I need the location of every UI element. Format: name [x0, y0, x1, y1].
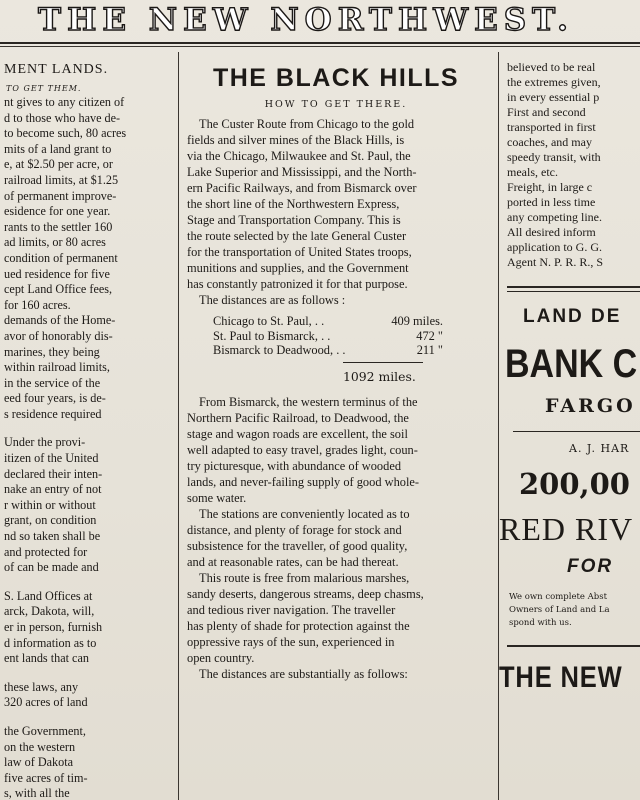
text-line: believed to be real: [507, 60, 596, 74]
text-line: for 160 acres.: [4, 297, 71, 312]
text-line: e, at $2.50 per acre, or: [4, 157, 113, 172]
distances-intro: The distances are as follows :: [199, 293, 346, 307]
text-line: these laws, any: [4, 679, 79, 694]
distance-place: Bismarck to Deadwood, . .: [213, 343, 346, 357]
text-line: try picturesque, with abundance of wooded: [187, 458, 402, 473]
text-line: d information as to: [4, 635, 97, 650]
text-line: nt gives to any citizen of: [4, 95, 125, 109]
ad-proprietor: A. J. HAR: [569, 442, 630, 455]
ad-bank-heading: BANK C: [505, 342, 638, 386]
distance-row: [213, 329, 493, 344]
text-line: munitions and supplies, and the Government: [187, 261, 409, 275]
left-column: [0, 52, 172, 800]
text-line: s, with all the: [4, 786, 70, 800]
text-line: has constantly patronized it for that purpose.: [187, 277, 408, 291]
text-line: s residence required: [4, 406, 102, 421]
text-line: ern Pacific Railways, and from Bismarck over: [187, 181, 417, 195]
ad-bottom-rule: [507, 645, 640, 647]
masthead: [0, 0, 640, 44]
text-line: railroad limits, at $1.25: [4, 172, 119, 187]
left-column-body: [0, 95, 172, 800]
article-paragraph-stations: [179, 506, 493, 570]
text-line: esidence for one year.: [4, 204, 111, 219]
text-line: and tedious river navigation. The traveller: [187, 602, 396, 617]
article-paragraph-roads: [179, 394, 493, 506]
text-line: in every essential p: [507, 90, 600, 104]
text-line: via the Chicago, Milwaukee and St. Paul, the: [187, 149, 411, 163]
ad-divider: [513, 431, 640, 432]
text-line: meals, etc.: [507, 165, 558, 179]
ad-fargo: FARGO: [545, 395, 636, 417]
text-line: some water.: [187, 490, 247, 505]
text-line: The Custer Route from Chicago to the gold: [199, 117, 415, 131]
text-line: mits of a land grant to: [4, 141, 112, 156]
left-column-heading: MENT LANDS.: [4, 62, 109, 77]
text-line: for the transportation of United States troops,: [187, 245, 412, 259]
text-line: arck, Dakota, will,: [4, 604, 95, 619]
article-paragraph-route: [179, 570, 493, 666]
text-line: itizen of the United: [4, 451, 99, 466]
text-line: of permanent improve-: [4, 188, 117, 203]
text-line: well adapted to easy travel, grades light, coun-: [187, 442, 418, 457]
right-column: [498, 52, 640, 800]
text-line: ported in less time: [507, 195, 596, 209]
distance-row: [213, 314, 493, 329]
text-line: open country.: [187, 650, 255, 665]
text-line: S. Land Offices at: [4, 588, 93, 603]
text-line: ad limits, or 80 acres: [4, 235, 106, 250]
ad-for: FOR: [567, 556, 614, 577]
text-line: and at reasonable rates, can be had thereat.: [187, 554, 399, 569]
text-line: the short line of the Northwestern Express,: [187, 197, 400, 211]
text-line: eed four years, is de-: [4, 391, 106, 406]
article-paragraph-distances: [179, 666, 493, 682]
text-line: within railroad limits,: [4, 360, 110, 375]
text-line: to become such, 80 acres: [4, 126, 127, 141]
ad-acreage: 200,00: [519, 467, 630, 501]
article-intro: [179, 116, 493, 292]
distance-place: St. Paul to Bismarck, . .: [213, 328, 331, 343]
ad-fine-print-2: Owners of Land and La: [509, 605, 610, 615]
text-line: law of Dakota: [4, 755, 74, 770]
distance-total: 1092 miles.: [343, 362, 423, 384]
text-line: coaches, and may: [507, 135, 592, 149]
text-line: transported in first: [507, 120, 596, 134]
text-line: and protected for: [4, 544, 88, 559]
text-line: has plenty of shade for protection against the: [187, 618, 410, 633]
distance-table: [213, 314, 493, 358]
ad-red-river: RED RIV: [499, 511, 634, 547]
distance-miles: 211 ": [416, 343, 443, 357]
text-line: fields and silver mines of the Black Hills, is: [187, 133, 405, 147]
text-line: the Government,: [4, 723, 86, 738]
text-line: This route is free from malarious marshes,: [199, 570, 410, 585]
ad-fine-print-1: We own complete Abst: [509, 592, 607, 602]
text-line: condition of permanent: [4, 250, 118, 265]
ad-land-heading: LAND DE: [523, 306, 622, 327]
text-line: stage and wagon roads are excellent, the soil: [187, 426, 408, 441]
text-line: From Bismarck, the western terminus of the: [199, 394, 418, 409]
text-line: sandy deserts, dangerous streams, deep chasms,: [187, 586, 424, 601]
text-line: speedy transit, with: [507, 150, 601, 164]
text-line: lands, and never-failing supply of good whole-: [187, 474, 420, 489]
text-line: The distances are substantially as follows:: [199, 666, 408, 681]
text-line: declared their inten-: [4, 466, 103, 481]
text-line: All desired inform: [507, 225, 596, 239]
text-line: Lake Superior and Mississippi, and the North-: [187, 165, 417, 179]
text-line: Northern Pacific Railroad, to Deadwood, the: [187, 410, 409, 425]
article-subtitle: HOW TO GET THERE.: [264, 99, 408, 110]
text-line: on the western: [4, 739, 76, 754]
text-line: subsistence for the traveller, of good quality,: [187, 538, 408, 553]
distance-place: Chicago to St. Paul, . .: [213, 314, 325, 328]
text-line: rants to the settler 160: [4, 219, 113, 234]
masthead-rule: [0, 46, 640, 47]
text-line: ent lands that can: [4, 651, 89, 666]
text-line: d to those who have de-: [4, 110, 121, 125]
ad-fine-print-3: spond with us.: [509, 618, 572, 628]
text-line: er in person, furnish: [4, 620, 103, 634]
text-line: of can be made and: [4, 560, 99, 575]
text-line: nake an entry of not: [4, 482, 102, 497]
text-line: 320 acres of land: [4, 695, 88, 710]
article-title: THE BLACK HILLS: [212, 64, 460, 92]
text-line: application to G. G.: [507, 240, 602, 254]
text-line: oppressive rays of the sun, experienced in: [187, 634, 395, 649]
text-line: marines, they being: [4, 344, 100, 359]
text-line: Agent N. P. R. R., S: [507, 255, 604, 269]
text-line: demands of the Home-: [4, 313, 116, 328]
text-line: the route selected by the late General Custer: [187, 229, 407, 243]
text-line: r within or without: [4, 497, 96, 512]
center-article: [178, 52, 493, 800]
left-column-subheading: TO GET THEM.: [6, 84, 82, 93]
right-column-text: [499, 60, 640, 270]
text-line: any competing line.: [507, 210, 602, 224]
text-line: in the service of the: [4, 375, 101, 390]
ad-top-rule: [507, 286, 640, 288]
text-line: Stage and Transportation Company. This is: [187, 213, 401, 227]
text-line: Under the provi-: [4, 435, 86, 450]
distance-row: [213, 343, 493, 358]
distance-miles: 409 miles.: [391, 314, 443, 328]
text-line: avor of honorably dis-: [4, 328, 113, 343]
text-line: five acres of tim-: [4, 770, 88, 785]
text-line: grant, on condition: [4, 513, 97, 528]
text-line: The stations are conveniently located as to: [199, 506, 410, 521]
text-line: ued residence for five: [4, 266, 110, 281]
masthead-title: THE NEW NORTHWEST.: [38, 2, 574, 38]
distance-miles: 472 ": [416, 328, 443, 343]
text-line: the extremes given,: [507, 75, 601, 89]
text-line: distance, and plenty of forage for stock and: [187, 522, 402, 537]
text-line: First and second: [507, 105, 586, 119]
text-line: Freight, in large c: [507, 180, 593, 194]
text-line: nd so taken shall be: [4, 529, 101, 544]
bottom-heading: THE NEW: [499, 661, 623, 694]
text-line: cept Land Office fees,: [4, 282, 113, 297]
